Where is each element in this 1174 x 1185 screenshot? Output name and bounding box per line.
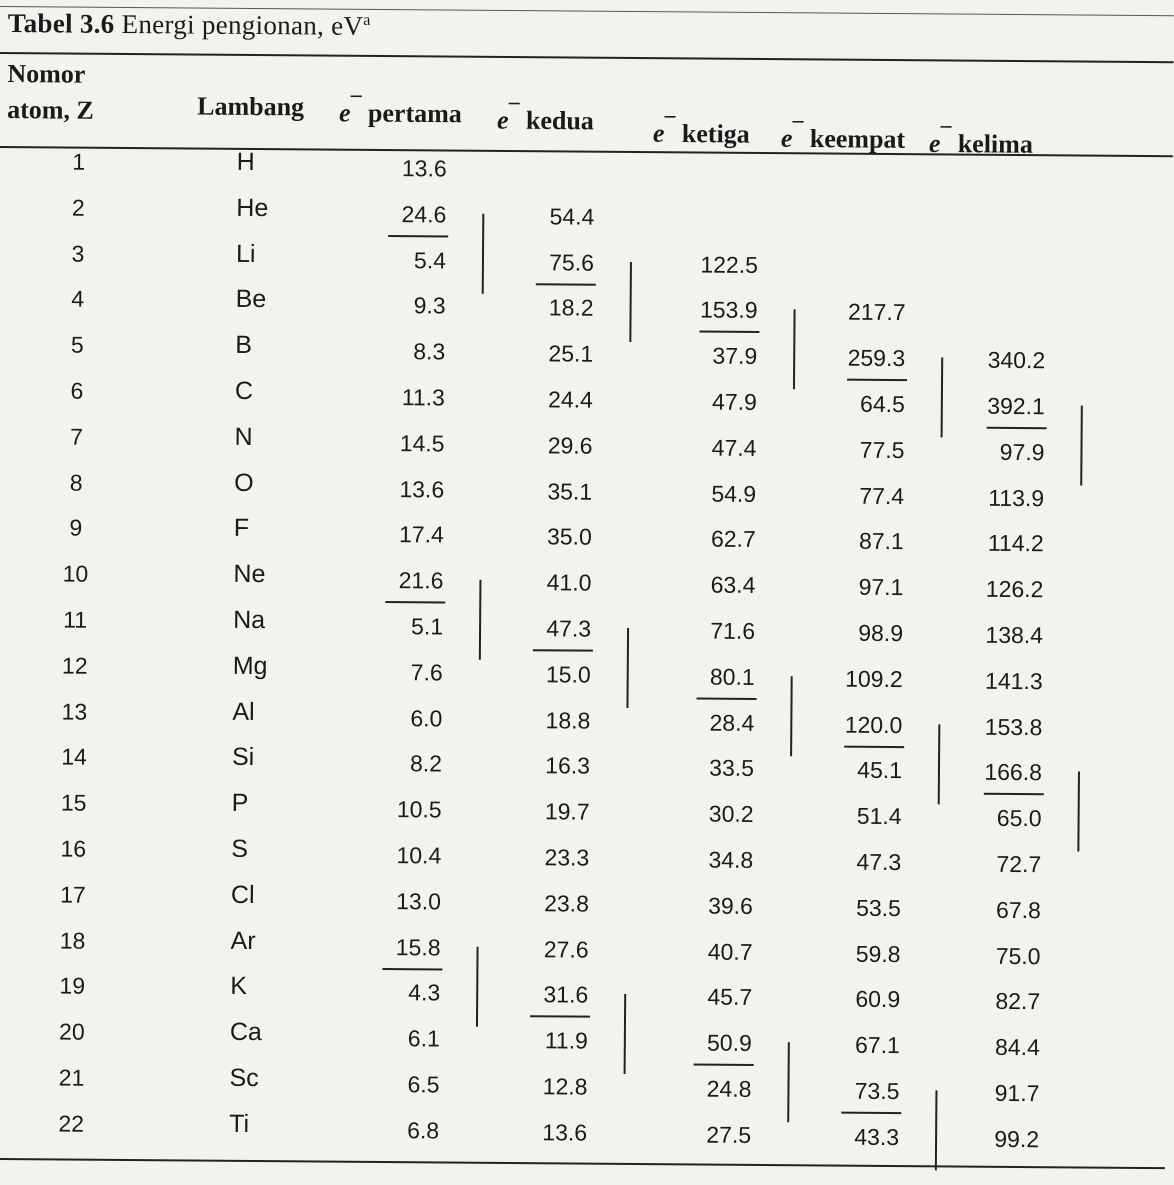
shell-break-underline: [847, 379, 907, 381]
atomic-number: 7: [70, 423, 84, 450]
header-top-rule: [0, 52, 1174, 63]
atomic-number: 2: [71, 194, 85, 221]
ionization-energy-3: 54.9: [711, 480, 757, 507]
shell-break-underline: [533, 649, 593, 651]
element-symbol: Na: [233, 605, 266, 635]
header-second-label: kedua: [525, 105, 594, 136]
ionization-energy-3: 28.4: [709, 709, 755, 736]
ionization-energy-2: 23.3: [544, 844, 590, 871]
header-second-e: e: [496, 105, 509, 135]
element-symbol: Cl: [230, 880, 255, 909]
shell-break-underline: [987, 427, 1047, 429]
header-fifth-minus: ¯: [940, 123, 952, 148]
ionization-energy-4: 97.1: [858, 573, 904, 601]
shell-break-bar: [476, 946, 479, 1026]
header-fourth-e: e: [780, 123, 793, 153]
ionization-energy-3: 122.5: [700, 251, 759, 278]
element-symbol: Ne: [233, 560, 266, 589]
atomic-number: 14: [61, 743, 87, 771]
element-symbol: H: [236, 147, 255, 177]
ionization-energy-4: 98.9: [858, 619, 904, 647]
ionization-energy-1: 9.3: [413, 292, 446, 319]
atomic-number: 15: [60, 789, 87, 816]
atomic-number: 10: [62, 560, 89, 587]
header-fourth: [781, 118, 905, 155]
ionization-energy-3: 27.5: [706, 1121, 752, 1148]
caption-text: Energi pengionan, eV: [121, 8, 364, 41]
shell-break-bar: [941, 358, 944, 438]
ionization-energy-3: 62.7: [710, 525, 756, 553]
element-symbol: Li: [235, 239, 256, 268]
atomic-number: 9: [69, 514, 83, 542]
ionization-energy-4: 87.1: [858, 528, 904, 555]
ionization-energy-3: 33.5: [709, 754, 755, 782]
shell-break-bar: [479, 580, 482, 660]
ionization-energy-2: 35.0: [546, 523, 592, 551]
header-first-e: e: [339, 98, 351, 128]
ionization-energy-3: 47.9: [712, 388, 757, 415]
ionization-energy-3: 50.9: [706, 1029, 752, 1057]
atomic-number: 13: [61, 698, 88, 725]
shell-break-bar: [629, 262, 632, 342]
ionization-energy-2: 75.6: [549, 248, 595, 276]
ionization-energy-5: 67.8: [996, 896, 1041, 923]
ionization-energy-3: 153.9: [699, 296, 758, 324]
ionization-energy-4: 259.3: [847, 344, 906, 372]
ionization-energy-5: 153.8: [984, 713, 1043, 740]
atomic-number: 19: [59, 972, 86, 1000]
ionization-energy-1: 15.8: [395, 933, 441, 961]
header-first-minus: ¯: [350, 92, 362, 117]
ionization-energy-5: 82.7: [995, 988, 1041, 1015]
element-symbol: B: [235, 331, 253, 360]
ionization-energy-2: 18.2: [548, 294, 594, 322]
element-symbol: Be: [235, 285, 267, 314]
ionization-energy-3: 37.9: [712, 342, 758, 370]
ionization-energy-2: 15.0: [545, 661, 591, 688]
shell-break-underline: [697, 697, 757, 699]
ionization-energy-2: 47.3: [546, 615, 592, 642]
ionization-energy-2: 35.1: [547, 477, 593, 505]
ionization-energy-4: 43.3: [854, 1123, 900, 1150]
header-z-line1: Nomor: [7, 59, 86, 89]
ionization-energy-2: 31.6: [543, 981, 589, 1009]
ionization-energy-3: 71.6: [710, 617, 756, 644]
ionization-energy-5: 91.7: [994, 1079, 1040, 1107]
ionization-energy-2: 18.8: [545, 706, 591, 734]
ionization-energy-3: 80.1: [709, 663, 755, 690]
atomic-number: 3: [71, 240, 85, 267]
ionization-energy-2: 12.8: [542, 1073, 588, 1100]
header-symbol: [197, 92, 304, 123]
ionization-energy-1: 7.6: [410, 659, 443, 686]
ionization-energy-5: 97.9: [999, 438, 1045, 466]
element-symbol: S: [231, 834, 249, 863]
table-caption: [8, 8, 371, 42]
header-third-label: ketiga: [681, 119, 750, 149]
shell-break-underline: [530, 1016, 590, 1018]
ionization-energy-1: 13.6: [399, 475, 445, 503]
header-z-line2: atom, Z: [7, 95, 94, 125]
atomic-number: 21: [58, 1064, 85, 1091]
ionization-energy-3: 34.8: [708, 846, 754, 873]
table-bottom-rule: [0, 1158, 1165, 1169]
atomic-number: 11: [63, 606, 88, 633]
ionization-energy-1: 14.5: [399, 429, 445, 457]
ionization-energy-1: 6.1: [407, 1025, 440, 1052]
element-symbol: O: [234, 468, 254, 497]
element-symbol: Ar: [230, 926, 256, 955]
element-symbol: Mg: [232, 651, 268, 680]
shell-break-bar: [624, 994, 627, 1074]
ionization-energy-5: 114.2: [987, 530, 1044, 557]
header-symbol-label: Lambang: [197, 91, 305, 122]
shell-break-underline: [382, 968, 442, 970]
ionization-energy-2: 27.6: [543, 935, 589, 963]
atomic-number: 5: [70, 331, 84, 358]
atomic-number: 8: [69, 469, 83, 496]
ionization-energy-2: 19.7: [544, 798, 590, 825]
shell-break-underline: [699, 331, 759, 333]
ionization-energy-4: 53.5: [856, 894, 901, 921]
ionization-energy-1: 17.4: [398, 521, 444, 548]
shell-break-underline: [536, 283, 596, 285]
header-z: [7, 56, 94, 129]
shell-break-bar: [935, 1090, 938, 1170]
ionization-energy-2: 41.0: [546, 569, 592, 596]
header-first-label: pertama: [367, 98, 462, 129]
ionization-energy-5: 65.0: [996, 805, 1042, 832]
ionization-energy-1: 10.5: [396, 796, 442, 823]
ionization-energy-5: 75.0: [995, 942, 1041, 969]
ionization-energy-1: 8.3: [413, 338, 446, 365]
element-symbol: N: [234, 422, 253, 451]
header-third-minus: ¯: [664, 113, 676, 138]
element-symbol: Ti: [229, 1109, 250, 1138]
ionization-energy-4: 47.3: [856, 848, 902, 876]
shell-break-underline: [388, 235, 448, 237]
ionization-energy-1: 24.6: [401, 200, 447, 228]
atomic-number: 6: [70, 377, 84, 404]
shell-break-bar: [790, 676, 793, 756]
ionization-energy-3: 24.8: [706, 1075, 752, 1102]
header-fourth-minus: ¯: [792, 118, 804, 143]
ionization-energy-2: 24.4: [548, 386, 593, 413]
ionization-energy-3: 45.7: [707, 983, 753, 1011]
header-third: [653, 113, 750, 149]
ionization-energy-1: 13.6: [401, 155, 447, 182]
element-symbol: Si: [231, 743, 255, 772]
ionization-energy-2: 25.1: [548, 340, 594, 367]
ionization-energy-5: 340.2: [987, 346, 1046, 374]
atomic-number: 22: [58, 1110, 85, 1137]
ionization-energy-5: 138.4: [985, 621, 1044, 649]
ionization-energy-3: 40.7: [707, 938, 753, 965]
ionization-energy-1: 8.2: [409, 750, 443, 777]
ionization-energy-3: 47.4: [711, 434, 757, 461]
element-symbol: C: [234, 376, 254, 405]
element-symbol: Al: [232, 697, 255, 726]
ionization-energy-4: 109.2: [845, 665, 903, 692]
ionization-energy-4: 60.9: [855, 986, 901, 1013]
header-fifth-label: kelima: [957, 129, 1033, 159]
shell-break-bar: [626, 628, 629, 708]
element-symbol: Ca: [229, 1018, 262, 1047]
header-fourth-label: keempat: [809, 124, 906, 154]
element-symbol: Sc: [229, 1063, 259, 1093]
ionization-energy-1: 13.0: [396, 887, 442, 915]
ionization-energy-5: 84.4: [994, 1034, 1040, 1061]
header-first: [339, 93, 462, 130]
shell-break-bar: [787, 1042, 790, 1122]
atomic-number: 18: [59, 927, 86, 954]
ionization-energy-4: 77.5: [859, 436, 905, 463]
shell-break-underline: [841, 1112, 901, 1114]
ionization-energy-4: 73.5: [854, 1077, 900, 1105]
atomic-number: 12: [61, 652, 88, 679]
ionization-energy-3: 63.4: [710, 571, 756, 599]
ionization-energy-4: 59.8: [855, 940, 901, 967]
ionization-energy-1: 11.3: [401, 384, 445, 411]
ionization-energy-1: 21.6: [398, 567, 444, 594]
ionization-energy-1: 5.4: [413, 246, 447, 274]
ionization-energy-2: 16.3: [545, 752, 591, 780]
header-fifth-e: e: [928, 128, 941, 159]
ionization-energy-2: 23.8: [544, 890, 590, 917]
element-symbol: F: [233, 514, 250, 543]
ionization-energy-1: 10.4: [396, 842, 442, 869]
header-second-minus: ¯: [508, 99, 520, 125]
shell-break-underline: [984, 793, 1044, 795]
shell-break-underline: [694, 1064, 754, 1066]
caption-label: Tabel 3.6: [7, 8, 115, 39]
shell-break-bar: [938, 724, 941, 804]
atomic-number: 16: [60, 835, 87, 862]
ionization-energy-4: 45.1: [857, 757, 903, 784]
ionization-energy-3: 39.6: [708, 892, 754, 919]
ionization-energy-5: 72.7: [996, 850, 1042, 878]
ionization-energy-1: 5.1: [411, 613, 444, 640]
ionization-energy-5: 392.1: [987, 392, 1045, 420]
ionization-energy-4: 217.7: [847, 299, 906, 326]
atomic-number: 20: [59, 1018, 85, 1045]
ionization-energy-5: 113.9: [988, 484, 1045, 511]
ionization-energy-1: 6.5: [407, 1071, 440, 1098]
ionization-energy-5: 166.8: [984, 759, 1043, 786]
element-symbol: P: [231, 789, 249, 818]
ionization-energy-5: 99.2: [994, 1125, 1040, 1152]
header-third-e: e: [652, 118, 665, 148]
ionization-energy-1: 6.8: [407, 1117, 440, 1144]
element-symbol: He: [236, 193, 269, 222]
ionization-energy-2: 11.9: [544, 1027, 588, 1054]
element-symbol: K: [230, 972, 248, 1001]
ionization-energy-3: 30.2: [708, 800, 754, 828]
ionization-energy-4: 51.4: [856, 802, 902, 830]
header-second: [497, 100, 594, 136]
ionization-energy-5: 126.2: [985, 575, 1044, 603]
ionization-energy-4: 77.4: [859, 482, 905, 509]
ionization-energy-5: 141.3: [985, 667, 1043, 695]
ionization-energy-1: 4.3: [408, 979, 441, 1006]
shell-break-underline: [844, 745, 904, 747]
ionization-energy-2: 13.6: [542, 1119, 588, 1146]
ionization-energy-4: 120.0: [844, 711, 903, 738]
shell-break-bar: [1077, 772, 1080, 852]
ionization-energy-2: 29.6: [547, 432, 593, 459]
ionization-energy-4: 64.5: [859, 390, 905, 418]
caption-superscript: a: [363, 11, 371, 29]
ionization-energy-1: 6.0: [410, 704, 443, 732]
atomic-number: 4: [71, 285, 85, 313]
atomic-number: 1: [72, 148, 86, 175]
shell-break-bar: [482, 214, 485, 294]
shell-break-underline: [385, 601, 445, 603]
ionization-energy-2: 54.4: [549, 203, 595, 230]
ionization-energy-4: 67.1: [854, 1031, 900, 1059]
shell-break-bar: [1080, 406, 1083, 486]
atomic-number: 17: [60, 881, 86, 908]
shell-break-bar: [793, 310, 796, 390]
